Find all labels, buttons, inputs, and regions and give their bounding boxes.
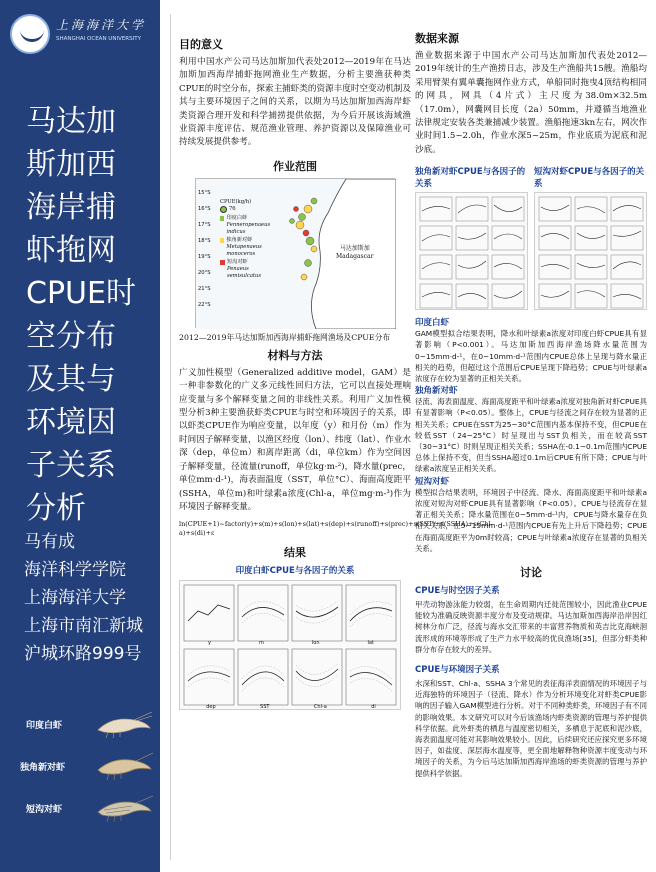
species-label: 独角新对虾	[20, 763, 66, 773]
result-species-2: 独角新对虾	[415, 386, 458, 397]
map-heading: 作业范围	[273, 159, 317, 173]
discussion-text-2: 水深和SST、Chl-a、SSHA 3个常见的表征海洋表面情况的环境因子与近海独特的环境因子（径流、降水）作为分析环境变化对虾类CPUE影响的因子输入GAM模型进行分析。对于不同种类虾类，环境因子有不同的影响效果。本文研究可以对今后该渔场内虾类资源的管理与养护提供科学依据。此外虾类的栖息与温度密切相关，多栖息于泥底和泥沙底，海表面温度可能对其影响效果较小。因此，后续研究还应探究更多环境因子，如盐度、深层海水温度等，更全面地解释物种资源丰度变动与环境因子的关系，为今后马达加斯加西海岸渔场的虾类资源的管理与养护提供科学依据。	[415, 678, 647, 778]
country-label: 马达加斯加 Madagascar	[336, 244, 374, 260]
results-sub-semisulcatus: 短沟对虾CPUE与各因子的关系	[534, 167, 645, 190]
legend-item-name: 独角新对虾	[226, 236, 253, 243]
author-block	[24, 528, 158, 668]
legend-value: 76	[229, 205, 236, 212]
plot-xlabel: dep	[206, 704, 216, 711]
legend-item-latin: Fenneropenaeus indicus	[226, 221, 271, 235]
species-label: 印度白虾	[26, 721, 63, 731]
map-caption: 2012—2019年马达加斯加西海岸捕虾拖网渔场及CPUE分布	[179, 332, 391, 342]
legend-swatch-icon	[220, 260, 225, 265]
semisulcatus-partial-plots	[534, 192, 647, 310]
logo-text-en: SHANGHAI OCEAN UNIVERSITY	[56, 36, 141, 42]
right-column	[415, 14, 647, 779]
results-sub-monoceros: 独角新对虾CPUE与各因子的关系	[415, 167, 526, 190]
discussion-sub-2: CPUE与环境因子关系	[415, 664, 500, 675]
legend-item-name: 印度白虾	[226, 214, 248, 221]
legend-item-name: 短沟对虾	[226, 258, 248, 265]
plot-xlabel: Chl-a	[313, 704, 327, 711]
species-row-2	[12, 748, 152, 788]
logo-text-cn: 上海海洋大学	[56, 18, 147, 32]
discussion-text-1: 甲壳动物游泳能力较弱，在生命周期内迁徙范围较小，因此渔业CPUE能较为准确反映资源丰度分布及变动规律。马达加斯加西海岸沿岸因红树林分布广泛，径流与海水交汇带来的丰富营养物质和英吉比克海峡洄流形成的环境等形成了生产力水平较高的优良渔场[35]，但部分虾类种群分布存在较大的差异。	[415, 599, 647, 654]
result-species-3: 短沟对虾	[415, 476, 450, 487]
methods-text: 广义加性模型（Generalized additive model，GAM）是一种非参数化的广义多元线性回归方法，它可以直接处理响应变量与多个解释变量之间的非线性关系。利用广义加性模型分析3种主要渔获虾类CPUE与时空和环境因子的关系，即以虾类CPUE作为响应变量，以年度（y）和月份（m）作为时间因子解释变量，以渔区经度（lon）、纬度（lat）、作业水深（dep，单位m）和离岸距离（di，单位km）作为空间因子解释变量，径流量(runoff，单位kg·m-²)，降水量(prec，单位mm·d-¹)，海表面温度（SST，单位°C）、海面高度距平(SSHA，单位m)和叶绿素a浓度(Chl-a，单位mg·m-³)作为环境因子解释变量。	[179, 367, 411, 512]
data-source-text: 渔业数据来源于中国水产公司马达加斯加代表处2012—2019年统计的生产渔捞日志，涉及生产渔船共15艘。渔船均采用臂架有翼单囊拖网作业方式，单船同时拖曳4顶结构相同的网具，网具（4片式）主尺度为38.0m×32.5m（17.0m），网囊网目长度（2a）50mm，并遵循当地渔业法律规定安装各类兼捕减少装置。渔船拖速3kn左右，网次作业时间1.5~2.0h，作业水深5~25m，作业底质为泥底和泥沙底。	[415, 51, 647, 155]
plot-xlabel: y	[208, 640, 211, 647]
purpose-heading: 目的意义	[179, 38, 223, 51]
lat-label: 19°S	[198, 253, 211, 260]
lat-label: 20°S	[198, 269, 211, 276]
legend-item-latin: Metapenaeus monoceros	[226, 243, 262, 257]
legend-item-latin: Penaeus semisulcatus	[226, 265, 262, 279]
map-legend	[220, 199, 284, 280]
fishing-area-map	[195, 178, 395, 328]
lat-label: 17°S	[198, 221, 211, 228]
main-content	[170, 14, 650, 860]
plot-xlabel: SST	[260, 704, 270, 711]
result-species-1: 印度白虾	[415, 318, 450, 329]
results-sub-indicus: 印度白虾CPUE与各因子的关系	[235, 566, 355, 577]
results-text-block	[415, 316, 647, 554]
logo-emblem-icon	[10, 14, 50, 54]
species-label: 短沟对虾	[26, 805, 63, 815]
species-row-1	[12, 706, 152, 746]
plot-xlabel: lat	[367, 640, 374, 647]
plot-xlabel: lon	[311, 640, 320, 647]
methods-heading: 材料与方法	[267, 348, 323, 362]
discussion-heading: 讨论	[520, 565, 542, 579]
lat-label: 22°S	[198, 301, 211, 308]
university-logo	[10, 14, 150, 58]
species-row-3	[12, 790, 152, 830]
lat-label: 16°S	[198, 205, 211, 212]
data-source-heading: 数据来源	[415, 32, 459, 45]
lat-label: 15°S	[198, 189, 211, 196]
lat-label: 18°S	[198, 237, 211, 244]
author-affiliation-2: 上海海洋大学	[24, 588, 126, 608]
author-name: 马有成	[24, 532, 75, 552]
plot-xlabel: di	[371, 704, 376, 711]
results-right-subheads	[415, 165, 647, 189]
monoceros-partial-plots	[415, 192, 528, 310]
legend-dot-icon	[220, 206, 227, 213]
shrimp-icon	[94, 794, 154, 824]
indicus-partial-plots	[179, 580, 401, 710]
plot-xlabel: m	[258, 640, 264, 647]
legend-swatch-icon	[220, 216, 224, 221]
author-address: 上海市南汇新城沪城环路999号	[24, 616, 143, 664]
result-text-3: 模型拟合结果表明，环境因子中径流、降水、海面高度距平和叶绿素a浓度对短沟对虾CPUE具有显著影响（P<0.05）。CPUE与径流存在显著正相关关系；降水量范围在0~5mm·d-¹内，CPUE与降水量存在负相关关系，在5~15mm·d-¹范围内CPUE有先上升后下降趋势；CPUE在海面高度距平为0m时较高；CPUE与叶绿素a浓度存在显著的负相关关系。	[415, 487, 647, 553]
legend-swatch-icon	[220, 238, 224, 243]
poster-title: 马达加斯加西海岸捕虾拖网CPUE时空分布及其与环境因子关系分析	[26, 104, 136, 526]
shrimp-icon	[94, 752, 154, 782]
legend-title: CPUE(kg/h)	[220, 198, 252, 205]
purpose-text: 利用中国水产公司马达加斯加代表处2012—2019年在马达加斯加西海岸捕虾拖网渔业生产数据，分析主要渔获种类CPUE的时空分布，探索主捕虾类的资源丰度时空变动机制及其与主要环境因子之间的关系，以期为马达加斯加西海岸虾类资源合理开发和科学捕捞提供依据，为今后开展该海域渔业资源丰度评估、规范渔业管理、养护资源以及保障渔业可持续发展提供参考。	[179, 57, 411, 148]
results-heading: 结果	[284, 546, 306, 560]
result-text-1: GAM模型拟合结果表明，降水和叶绿素a浓度对印度白虾CPUE具有显著影响（P<0.001）。马达加斯加西海岸渔场降水量范围为0~15mm·d-¹，在0~10mm·d-¹范围内CPUE总体上呈现与降水量正相关的趋势，但超过这个范围后CPUE呈现下降趋势；CPUE与叶绿素a浓度存在较为显著的正相关关系。	[415, 329, 647, 384]
sidebar	[0, 0, 160, 872]
discussion-sub-1: CPUE与时空因子关系	[415, 585, 500, 596]
gam-formula: ln(CPUE+1)~factor(y)+s(m)+s(lon)+s(lat)+s(dep)+s(runoff)+s(prec)+s(SST)+s(SSHA)+s(Chl-a)+s(di)+ε	[179, 520, 493, 538]
shrimp-icon	[94, 710, 154, 740]
lat-label: 21°S	[198, 285, 211, 292]
author-affiliation-1: 海洋科学学院	[24, 560, 126, 580]
result-text-2: 径流、海表面温度、海面高度距平和叶绿素a浓度对独角新对虾CPUE具有显著影响（P<0.05）。整体上，CPUE与径流之间存在较为显著的正相关关系；CPUE在SST为25~30°C范围内基本保持不变，但CPUE在较低SST（24~25°C）时呈现出与SST负相关，而在较高SST（30~31°C）时则呈现正相关关系；SSHA在-0.1~0.1m范围内CPUE总体上保持不变，但当SSHA超过0.1m后CPUE有所下降；CPUE与叶绿素a浓度呈正相关关系。	[415, 397, 647, 474]
